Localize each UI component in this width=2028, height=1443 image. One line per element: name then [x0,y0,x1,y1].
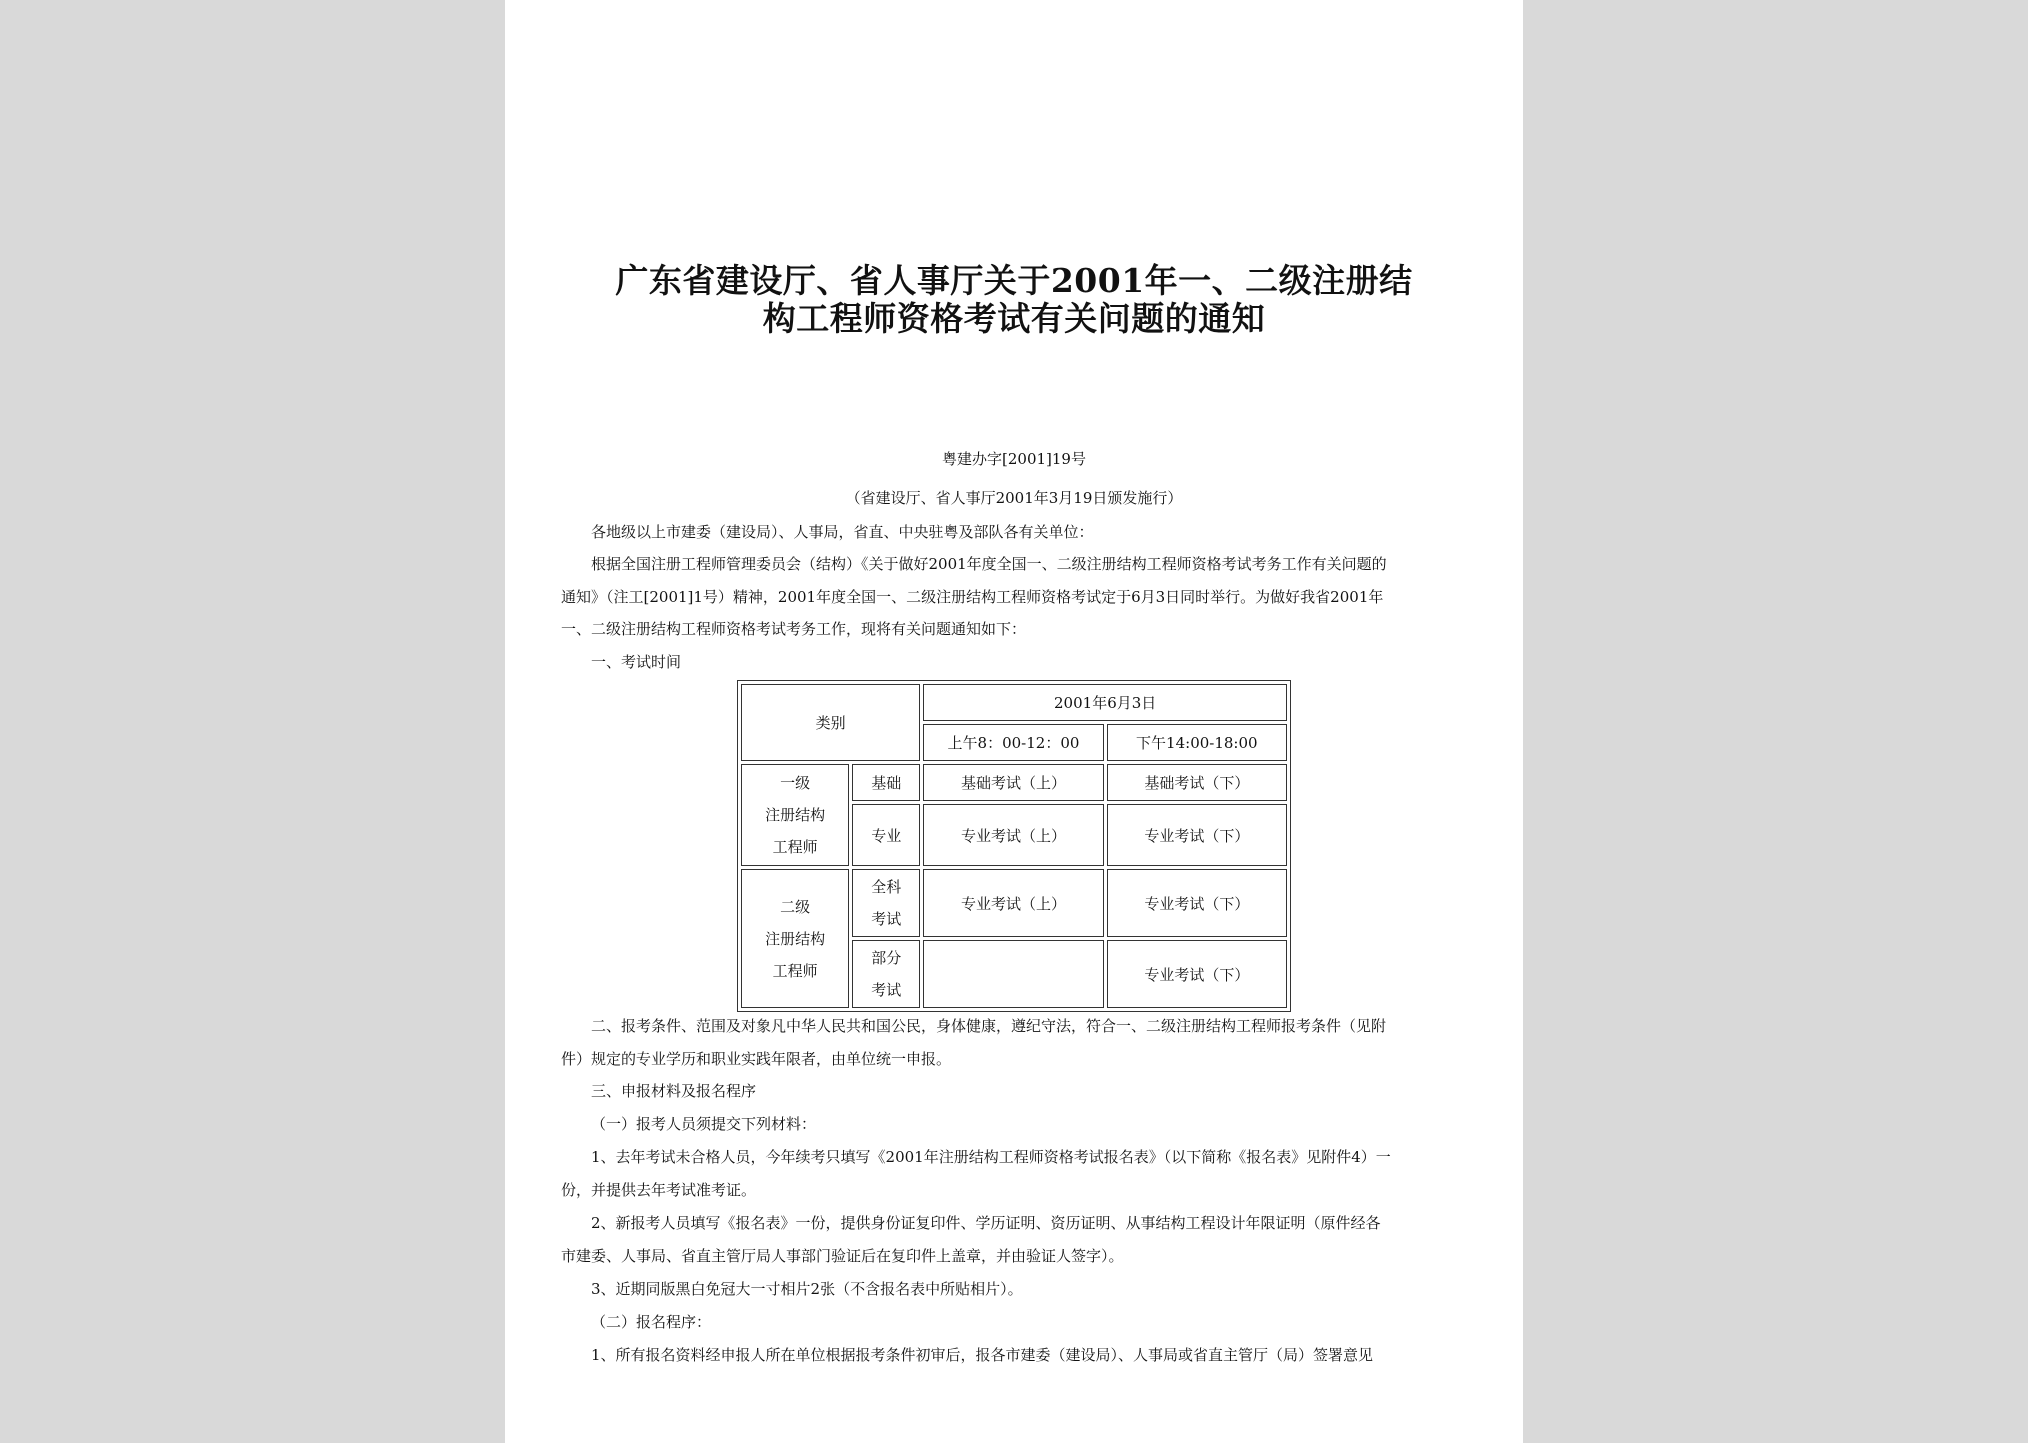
level1-label-line-1: 一级 [780,774,811,792]
section-1-heading: 一、考试时间 [591,653,682,671]
item-1-line-2: 份，并提供去年考试准考证。 [561,1181,757,1199]
level2-label-line-3: 工程师 [772,961,818,980]
sub-label-line-2: 考试 [871,910,902,928]
section-2-line-2: 件）规定的专业学历和职业实践年限者，由单位统一申报。 [561,1050,952,1068]
exam-schedule-table [737,680,1291,1012]
level2-label [741,869,849,1008]
intro-line-1: 根据全国注册工程师管理委员会（结构）《关于做好2001年度全国一、二级注册结构工程师资格考试考务工作有关问题的 [591,555,1387,573]
table-header-category: 类别 [741,684,920,761]
level1-label-line-2: 注册结构 [765,806,826,824]
subsection-2-heading: （二）报名程序： [591,1313,712,1331]
level2-label-line-2: 注册结构 [765,929,826,948]
table-cell: 基础考试（下） [1107,764,1287,801]
intro-line-3: 一、二级注册结构工程师资格考试考务工作，现将有关问题通知如下： [561,620,1027,638]
table-row: 专业 [852,804,920,866]
item-1-line-1: 1、去年考试未合格人员，今年续考只填写《2001年注册结构工程师资格考试报名表》（以下简称《报名表》见附件4）一 [591,1148,1391,1166]
table-row [852,869,920,937]
table-cell [923,940,1103,1008]
addressee: 各地级以上市建委（建设局）、人事局，省直、中央驻粤及部队各有关单位： [591,523,1094,541]
section-2-line-1: 二、报考条件、范围及对象凡中华人民共和国公民，身体健康，遵纪守法，符合一、二级注册结构工程师报考条件（见附 [591,1017,1387,1035]
intro-line-2: 通知》（注工[2001]1号）精神，2001年度全国一、二级注册结构工程师资格考试定于6月3日同时举行。为做好我省2001年 [561,588,1384,606]
item-2-line-1: 2、新报考人员填写《报名表》一份，提供身份证复印件、学历证明、资历证明、从事结构工程设计年限证明（原件经各 [591,1214,1381,1232]
table-header-date: 2001年6月3日 [923,684,1287,721]
item-3: 3、近期同版黑白免冠大一寸相片2张（不含报名表中所贴相片）。 [591,1280,1023,1298]
title-line-1: 广东省建设厅、省人事厅关于2001年一、二级注册结 [615,261,1413,300]
title-line-2: 构工程师资格考试有关问题的通知 [762,299,1266,338]
item-2-line-2: 市建委、人事局、省直主管厅局人事部门验证后在复印件上盖章，并由验证人签字）。 [561,1247,1124,1265]
table-header-afternoon: 下午14:00-18:00 [1107,724,1287,761]
subsection-1-heading: （一）报考人员须提交下列材料： [591,1115,817,1133]
table-cell: 专业考试（下） [1107,869,1287,937]
table-cell: 基础考试（上） [923,764,1103,801]
section-3-heading: 三、申报材料及报名程序 [591,1082,757,1100]
table-cell: 专业考试（下） [1107,940,1287,1008]
sub-label-line-2: 考试 [871,981,902,999]
table-row [852,940,920,1008]
table-cell: 专业考试（上） [923,804,1103,866]
issuer-line: （省建设厅、省人事厅2001年3月19日颁发施行） [845,489,1183,507]
table-cell: 专业考试（下） [1107,804,1287,866]
sub-label-line-1: 部分 [871,949,902,967]
level1-label-line-3: 工程师 [772,838,818,856]
document-title [545,262,1483,338]
table-cell: 专业考试（上） [923,869,1103,937]
sub-label-line-1: 全科 [871,878,902,896]
table-row: 基础 [852,764,920,801]
intro-paragraph [561,548,1481,581]
document-page [505,0,1523,1443]
document-number: 粤建办字[2001]19号 [942,450,1086,468]
level1-label [741,764,849,866]
table-header-morning: 上午8：00-12：00 [923,724,1103,761]
procedure-1-line-1: 1、所有报名资料经申报人所在单位根据报考条件初审后，报各市建委（建设局）、人事局或省直主管厅（局）签署意见 [591,1346,1374,1364]
level2-label-line-1: 二级 [780,897,811,916]
